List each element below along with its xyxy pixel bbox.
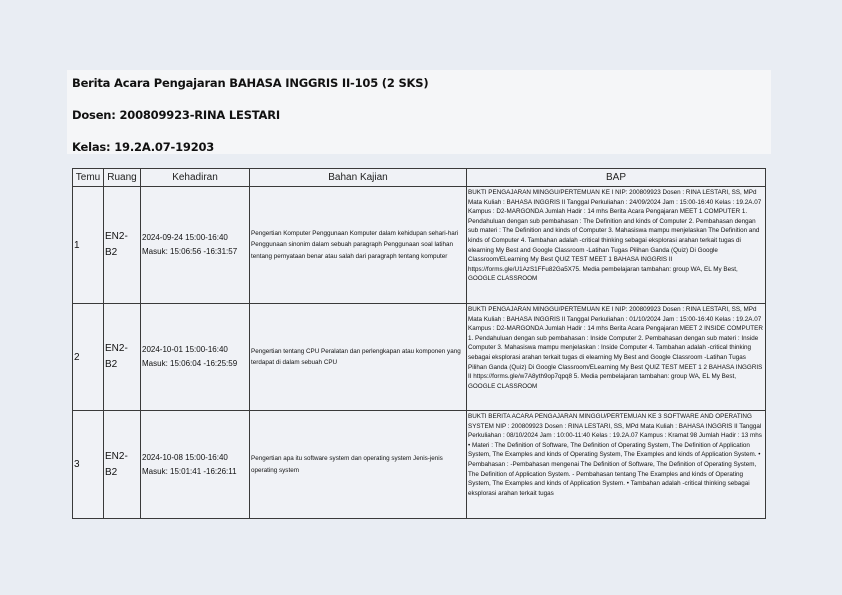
table-row	[73, 187, 766, 304]
bap-text: BUKTI BERITA ACARA PENGAJARAN MINGGU/PERTEMUAN KE 3 SOFTWARE AND OPERATING SYSTEM NIP : 200809923 Dosen : RINA LESTARI, SS, MPd Mata Kuliah : BAHASA INGGRIS II Tanggal Perkuliahan : 08/10/2024 Jam : 10:00-11:40 Kelas : 19.2A.07 Kampus : Kramat 98 Jumlah Hadir : 13 mhs • Materi : The Definition of Software, The Definition of Operating System, The Definition of Application System, The Examples and kinds of Operating System, The Examples and kinds of Application System. • Pembahasan : -Pembahasan mengenai The Definition of Software, The Definition of Operating System, The Definition of Application System. - Pembahasan tentang The Examples and kinds of Operating System, The Examples and kinds of Application System. • Tambahan adalah -critical thinking sebagai eksplorasi arahan terkait tugas	[468, 413, 762, 497]
cell-bahan-kajian: Pengertian Komputer Penggunaan Komputer dalam kehidupan sehari-hari Penggunaan sinonim dalam sebuah paragraph Penggunaan soal latihan tentang pernyataan benar atau salah dari paragraph tentang komputer	[250, 187, 467, 304]
cell-ruang: EN2-B2	[104, 187, 141, 304]
lecturer-line: Dosen: 200809923-RINA LESTARI	[72, 108, 280, 122]
cell-bahan-kajian: Pengertian apa itu software system dan operating system Jenis-jenis operating system	[250, 411, 467, 519]
class-line: Kelas: 19.2A.07-19203	[72, 140, 215, 154]
cell-kehadiran	[141, 411, 250, 519]
cell-bap	[467, 187, 766, 304]
cell-bahan-kajian: Pengertian tentang CPU Peralatan dan perlengkapan atau komponen yang terdapat di dalam sebuah CPU	[250, 304, 467, 411]
cell-temu: 2	[73, 304, 104, 411]
report-title: Berita Acara Pengajaran BAHASA INGGRIS II-105 (2 SKS)	[72, 76, 429, 90]
cell-kehadiran	[141, 187, 250, 304]
kehadiran-masuk: Masuk: 15:06:04 -16:25:59	[142, 359, 238, 368]
teaching-report-table	[72, 168, 766, 519]
column-header-bahan-kajian: Bahan Kajian	[250, 169, 467, 187]
cell-ruang: EN2-B2	[104, 304, 141, 411]
cell-bap	[467, 304, 766, 411]
cell-temu: 3	[73, 411, 104, 519]
column-header-kehadiran: Kehadiran	[141, 169, 250, 187]
bap-text: BUKTI PENGAJARAN MINGGU/PERTEMUAN KE I NIP: 200809923 Dosen : RINA LESTARI, SS, MPd Mata Kuliah : BAHASA INGGRIS II Tanggal Perkuliahan : 01/10/2024 Jam : 15:00-16:40 Kelas : 19.2A.07 Kampus : D2-MARGONDA Jumlah Hadir : 14 mhs Berita Acara Pengajaran MEET 2 INSIDE COMPUTER 1. Pendahuluan dengan sub pembahasan : Inside Computer 2. Pembahasan dengan sub materi : Inside Computer 3. Mahasiswa mampu menjelaskan : Inside Computer 4. Tambahan adalah -critical thinking sebagai eksplorasi arahan terkait tugas di elearning My Best and Google Classroom -Latihan Tugas Pilihan Ganda (Quiz) Di Google Classroom/ELearning My Best QUIZ TEST MEET 1 2 BAHASA INGGRIS II https://forms.gle/w7A8yth9op7qpq8 5. Media pembelajaran tambahan: group WA, EL My Best, GOOGLE CLASSROOM	[468, 306, 763, 390]
report-header	[67, 70, 771, 154]
kehadiran-masuk: Masuk: 15:01:41 -16:26:11	[142, 466, 237, 476]
kehadiran-date: 2024-09-24 15:00-16:40	[142, 233, 228, 242]
table-row	[73, 304, 766, 411]
cell-bap	[467, 411, 766, 519]
column-header-temu: Temu	[73, 169, 104, 187]
kehadiran-date: 2024-10-01 15:00-16:40	[142, 345, 228, 354]
column-header-ruang: Ruang	[104, 169, 141, 187]
bap-text: BUKTI PENGAJARAN MINGGU/PERTEMUAN KE I NIP: 200809923 Dosen : RINA LESTARI, SS, MPd Mata Kuliah : BAHASA INGGRIS II Tanggal Perkuliahan : 24/09/2024 Jam : 15:00-16:40 Kelas : 19.2A.07 Kampus : D2-MARGONDA Jumlah Hadir : 14 mhs Berita Acara Pengajaran MEET 1 COMPUTER 1. Pendahuluan dengan sub pembahasan : The Definition and kinds of Computer 2. Pembahasan dengan sub materi : The Definition and kinds of Computer 3. Mahasiswa mampu menjelaskan The Definition and kinds of Computer 4. Tambahan adalah -critical thinking sebagai eksplorasi arahan terkait tugas di elearning My Best and Google Classroom -Latihan Tugas Pilihan Ganda (Quiz) Di Google Classroom/ELearning My Best QUIZ TEST MEET 1 BAHASA INGGRIS II https://forms.gle/U1AzS1FFu82Ga5X75. Media pembelajaran tambahan: group WA, EL My Best, GOOGLE CLASSROOM	[468, 189, 762, 283]
table-header-row	[73, 169, 766, 187]
kehadiran-masuk: Masuk: 15:06:56 -16:31:57	[142, 247, 238, 256]
table-row	[73, 411, 766, 519]
cell-ruang: EN2-B2	[104, 411, 141, 519]
kehadiran-date: 2024-10-08 15:00-16:40	[142, 452, 228, 462]
column-header-bap: BAP	[467, 169, 766, 187]
cell-temu: 1	[73, 187, 104, 304]
cell-kehadiran	[141, 304, 250, 411]
